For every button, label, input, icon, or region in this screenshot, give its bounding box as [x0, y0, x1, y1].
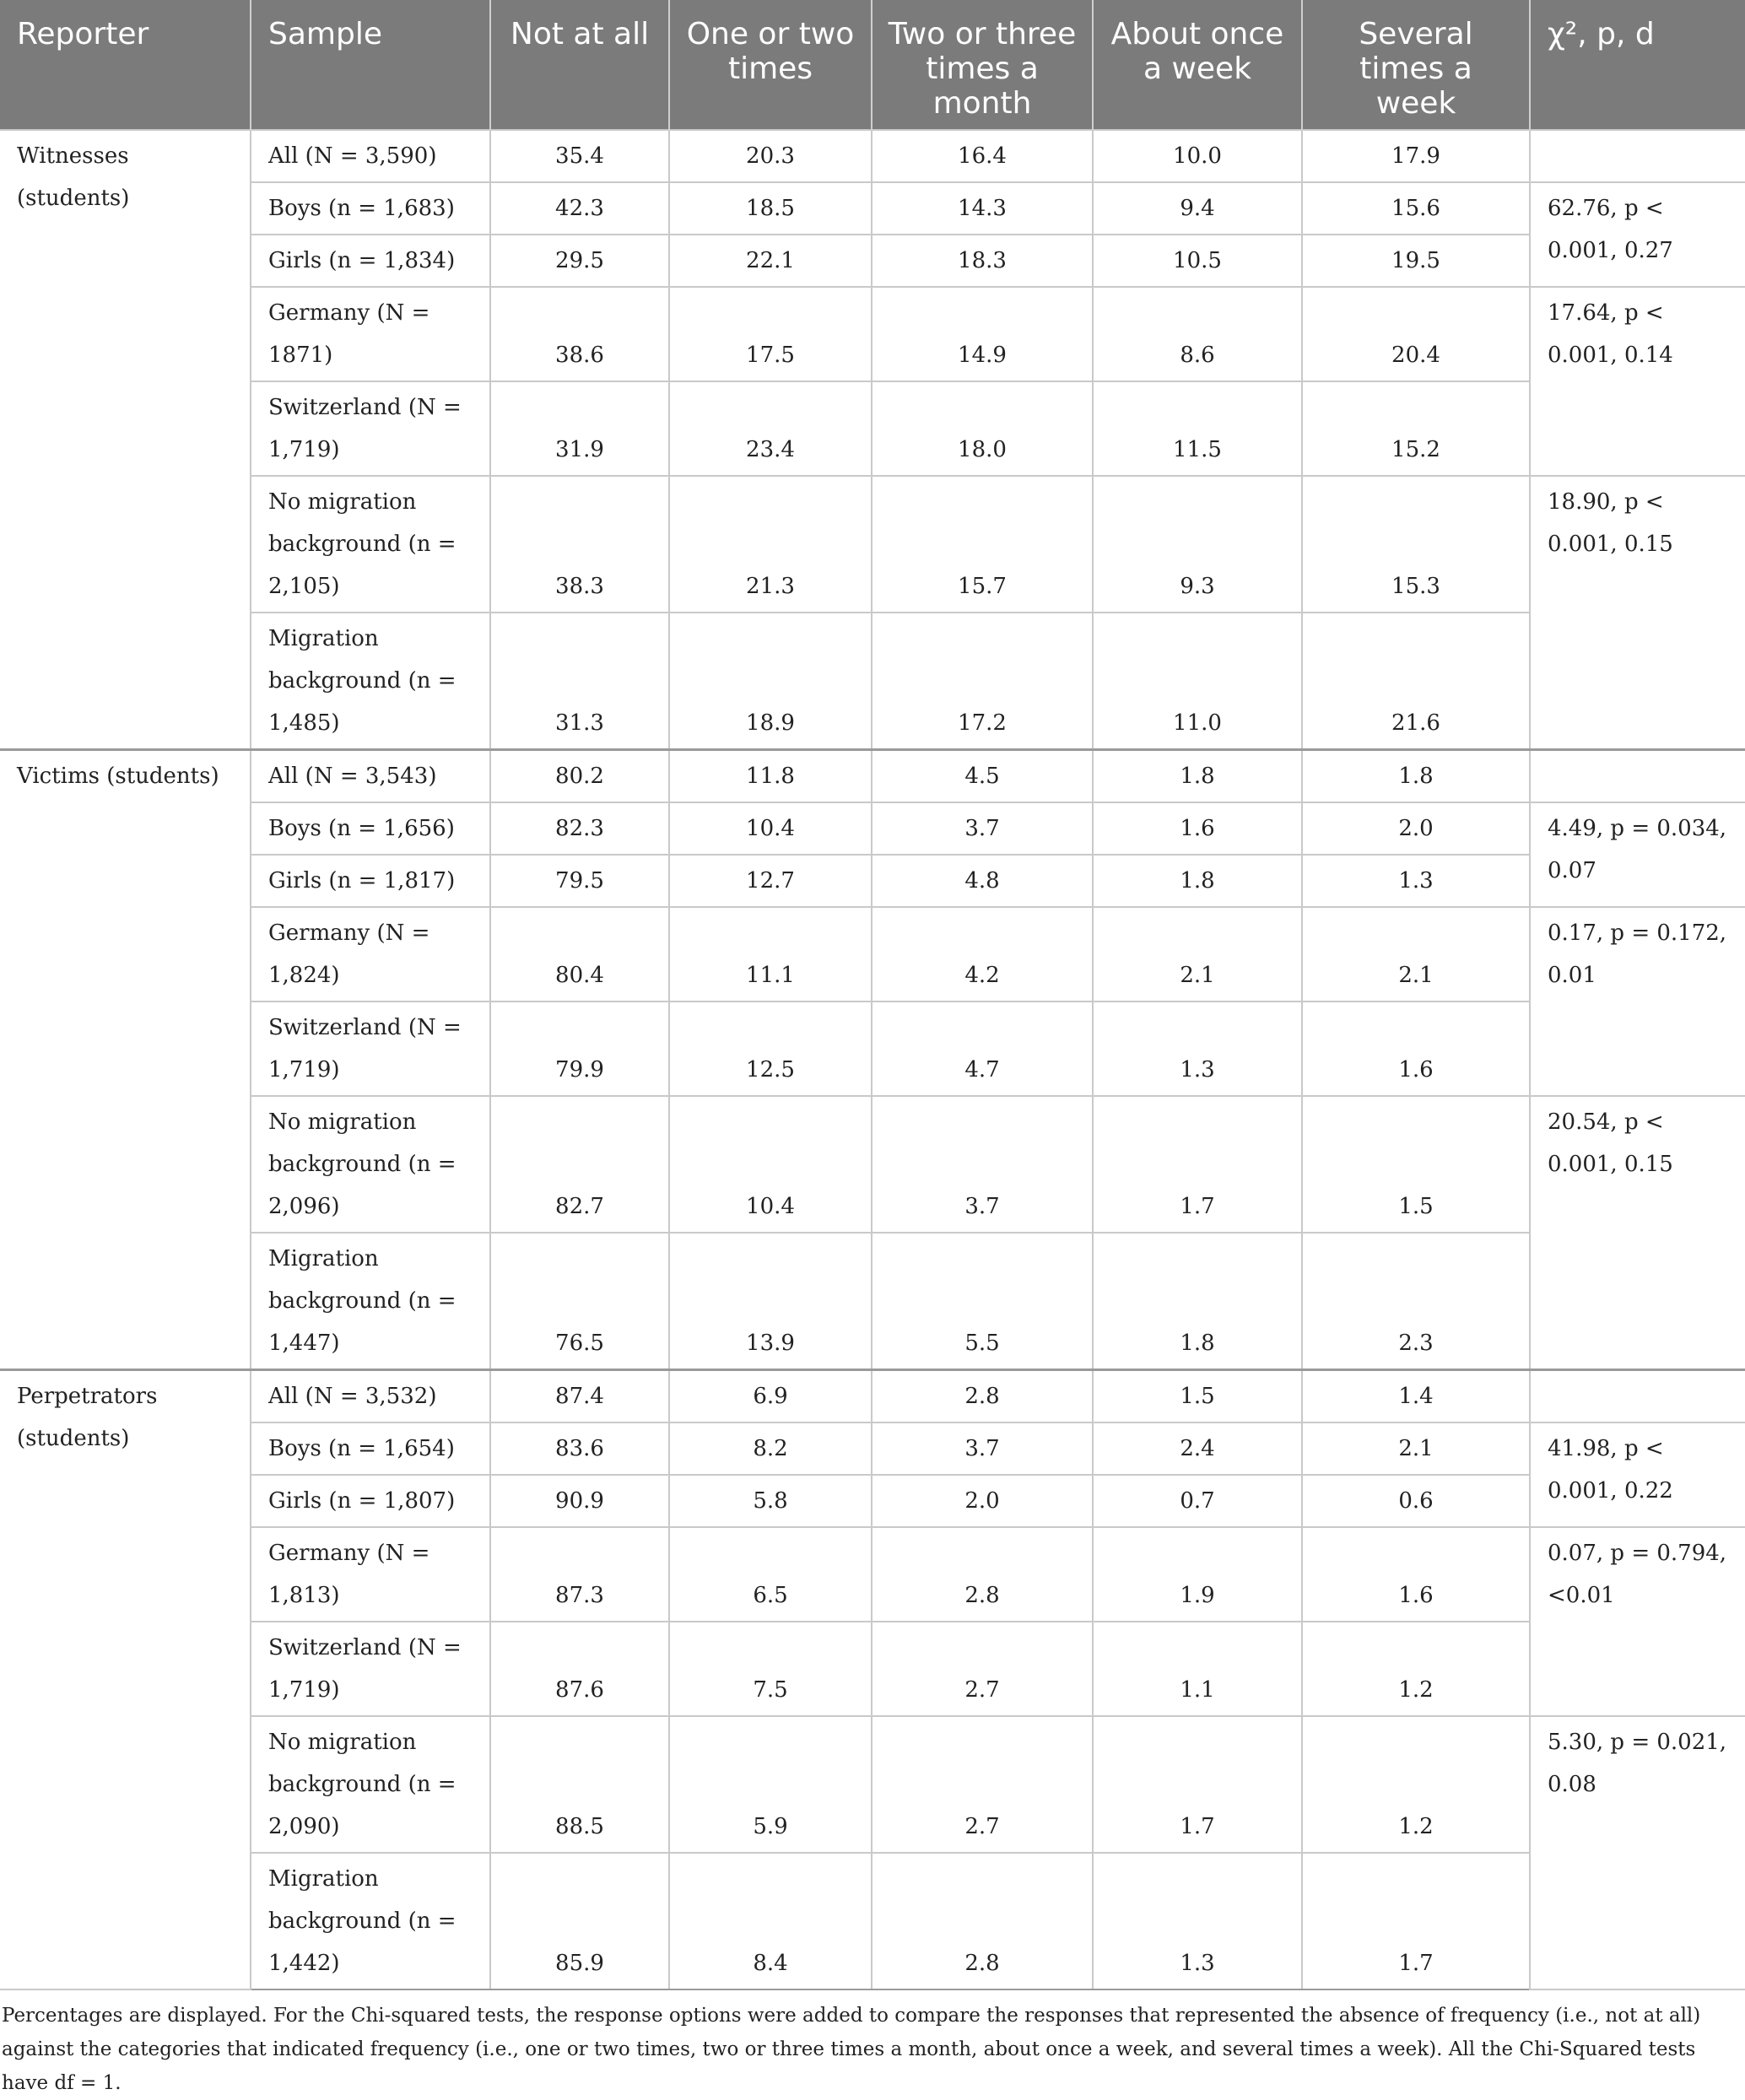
- table-row: [0, 1422, 1745, 1475]
- value-cell-about-once-a-week: 11.5: [1093, 381, 1302, 476]
- value-cell-several-times-a-week: 1.6: [1302, 1527, 1530, 1622]
- value-cell-about-once-a-week: 10.0: [1093, 130, 1302, 182]
- header-row: [0, 0, 1745, 130]
- value-cell-two-or-three-times-a-month: 16.4: [872, 130, 1093, 182]
- table-row: [0, 381, 1745, 476]
- value-cell-several-times-a-week: 15.3: [1302, 476, 1530, 613]
- table-row: [0, 130, 1745, 182]
- value-cell-about-once-a-week: 1.3: [1093, 1853, 1302, 1989]
- header-chi-square-p-d: χ², p, d: [1530, 0, 1745, 130]
- value-cell-two-or-three-times-a-month: 5.5: [872, 1233, 1093, 1370]
- stat-cell: 18.90, p < 0.001, 0.15: [1530, 476, 1745, 750]
- value-cell-one-or-two-times: 18.5: [669, 182, 872, 235]
- value-cell-one-or-two-times: 5.9: [669, 1716, 872, 1853]
- value-cell-two-or-three-times-a-month: 4.5: [872, 750, 1093, 803]
- value-cell-one-or-two-times: 17.5: [669, 287, 872, 381]
- value-cell-several-times-a-week: 1.7: [1302, 1853, 1530, 1989]
- value-cell-several-times-a-week: 0.6: [1302, 1475, 1530, 1527]
- value-cell-about-once-a-week: 2.1: [1093, 907, 1302, 1001]
- value-cell-not-at-all: 38.6: [490, 287, 669, 381]
- sample-cell: All (N = 3,532): [251, 1370, 490, 1423]
- table-row: [0, 235, 1745, 287]
- value-cell-several-times-a-week: 2.1: [1302, 907, 1530, 1001]
- value-cell-not-at-all: 38.3: [490, 476, 669, 613]
- value-cell-two-or-three-times-a-month: 4.8: [872, 855, 1093, 907]
- value-cell-one-or-two-times: 12.5: [669, 1001, 872, 1096]
- table-row: [0, 1096, 1745, 1233]
- sample-cell: Girls (n = 1,807): [251, 1475, 490, 1527]
- sample-cell: Boys (n = 1,656): [251, 802, 490, 855]
- value-cell-one-or-two-times: 10.4: [669, 802, 872, 855]
- table-row: [0, 1001, 1745, 1096]
- sample-cell: Germany (N = 1,824): [251, 907, 490, 1001]
- value-cell-not-at-all: 85.9: [490, 1853, 669, 1989]
- value-cell-about-once-a-week: 1.3: [1093, 1001, 1302, 1096]
- value-cell-not-at-all: 35.4: [490, 130, 669, 182]
- stat-cell: 17.64, p < 0.001, 0.14: [1530, 287, 1745, 476]
- table-row: [0, 1233, 1745, 1370]
- value-cell-not-at-all: 88.5: [490, 1716, 669, 1853]
- table-row: [0, 802, 1745, 855]
- stat-cell: 41.98, p < 0.001, 0.22: [1530, 1422, 1745, 1527]
- table-row: [0, 1527, 1745, 1622]
- value-cell-several-times-a-week: 2.1: [1302, 1422, 1530, 1475]
- value-cell-about-once-a-week: 9.4: [1093, 182, 1302, 235]
- value-cell-about-once-a-week: 1.8: [1093, 750, 1302, 803]
- value-cell-one-or-two-times: 10.4: [669, 1096, 872, 1233]
- value-cell-one-or-two-times: 6.9: [669, 1370, 872, 1423]
- value-cell-about-once-a-week: 1.8: [1093, 855, 1302, 907]
- value-cell-not-at-all: 29.5: [490, 235, 669, 287]
- sample-cell: Switzerland (N = 1,719): [251, 381, 490, 476]
- value-cell-about-once-a-week: 1.9: [1093, 1527, 1302, 1622]
- value-cell-several-times-a-week: 21.6: [1302, 613, 1530, 750]
- value-cell-two-or-three-times-a-month: 4.2: [872, 907, 1093, 1001]
- sample-cell: Migration background (n = 1,485): [251, 613, 490, 750]
- value-cell-several-times-a-week: 1.8: [1302, 750, 1530, 803]
- value-cell-several-times-a-week: 1.2: [1302, 1716, 1530, 1853]
- stat-cell: [1530, 1370, 1745, 1423]
- value-cell-two-or-three-times-a-month: 17.2: [872, 613, 1093, 750]
- stat-cell: 0.07, p = 0.794, <0.01: [1530, 1527, 1745, 1716]
- value-cell-not-at-all: 87.4: [490, 1370, 669, 1423]
- value-cell-several-times-a-week: 17.9: [1302, 130, 1530, 182]
- sample-cell: No migration background (n = 2,105): [251, 476, 490, 613]
- header-not-at-all: Not at all: [490, 0, 669, 130]
- table-row: [0, 1622, 1745, 1716]
- value-cell-one-or-two-times: 7.5: [669, 1622, 872, 1716]
- sample-cell: Migration background (n = 1,447): [251, 1233, 490, 1370]
- header-several-times-a-week: Several times a week: [1302, 0, 1530, 130]
- table-row: [0, 182, 1745, 235]
- value-cell-one-or-two-times: 21.3: [669, 476, 872, 613]
- stat-cell: [1530, 130, 1745, 182]
- value-cell-about-once-a-week: 1.5: [1093, 1370, 1302, 1423]
- stat-cell: 4.49, p = 0.034, 0.07: [1530, 802, 1745, 907]
- value-cell-not-at-all: 31.3: [490, 613, 669, 750]
- value-cell-several-times-a-week: 2.0: [1302, 802, 1530, 855]
- value-cell-several-times-a-week: 1.5: [1302, 1096, 1530, 1233]
- value-cell-several-times-a-week: 19.5: [1302, 235, 1530, 287]
- value-cell-two-or-three-times-a-month: 15.7: [872, 476, 1093, 613]
- value-cell-about-once-a-week: 1.6: [1093, 802, 1302, 855]
- value-cell-two-or-three-times-a-month: 2.8: [872, 1853, 1093, 1989]
- header-two-or-three-times-a-month: Two or three times a month: [872, 0, 1093, 130]
- sample-cell: Girls (n = 1,817): [251, 855, 490, 907]
- value-cell-about-once-a-week: 10.5: [1093, 235, 1302, 287]
- value-cell-several-times-a-week: 15.2: [1302, 381, 1530, 476]
- stat-cell: 20.54, p < 0.001, 0.15: [1530, 1096, 1745, 1370]
- stat-cell: 0.17, p = 0.172, 0.01: [1530, 907, 1745, 1096]
- value-cell-not-at-all: 79.5: [490, 855, 669, 907]
- value-cell-not-at-all: 90.9: [490, 1475, 669, 1527]
- value-cell-one-or-two-times: 11.1: [669, 907, 872, 1001]
- value-cell-one-or-two-times: 23.4: [669, 381, 872, 476]
- table-row: [0, 1716, 1745, 1853]
- value-cell-about-once-a-week: 0.7: [1093, 1475, 1302, 1527]
- value-cell-two-or-three-times-a-month: 3.7: [872, 802, 1093, 855]
- table-header: [0, 0, 1745, 130]
- value-cell-not-at-all: 82.7: [490, 1096, 669, 1233]
- value-cell-not-at-all: 82.3: [490, 802, 669, 855]
- value-cell-about-once-a-week: 2.4: [1093, 1422, 1302, 1475]
- value-cell-several-times-a-week: 2.3: [1302, 1233, 1530, 1370]
- value-cell-several-times-a-week: 15.6: [1302, 182, 1530, 235]
- value-cell-two-or-three-times-a-month: 18.3: [872, 235, 1093, 287]
- value-cell-about-once-a-week: 1.7: [1093, 1096, 1302, 1233]
- value-cell-one-or-two-times: 13.9: [669, 1233, 872, 1370]
- value-cell-about-once-a-week: 1.8: [1093, 1233, 1302, 1370]
- value-cell-one-or-two-times: 12.7: [669, 855, 872, 907]
- sample-cell: Girls (n = 1,834): [251, 235, 490, 287]
- table-row: [0, 476, 1745, 613]
- value-cell-about-once-a-week: 1.1: [1093, 1622, 1302, 1716]
- value-cell-two-or-three-times-a-month: 4.7: [872, 1001, 1093, 1096]
- sample-cell: No migration background (n = 2,096): [251, 1096, 490, 1233]
- value-cell-several-times-a-week: 1.4: [1302, 1370, 1530, 1423]
- header-sample: Sample: [251, 0, 490, 130]
- value-cell-about-once-a-week: 9.3: [1093, 476, 1302, 613]
- value-cell-one-or-two-times: 11.8: [669, 750, 872, 803]
- stat-cell: [1530, 750, 1745, 803]
- value-cell-several-times-a-week: 1.6: [1302, 1001, 1530, 1096]
- sample-cell: Switzerland (N = 1,719): [251, 1622, 490, 1716]
- sample-cell: Germany (N = 1,813): [251, 1527, 490, 1622]
- table-row: [0, 1475, 1745, 1527]
- sample-cell: Migration background (n = 1,442): [251, 1853, 490, 1989]
- value-cell-two-or-three-times-a-month: 18.0: [872, 381, 1093, 476]
- value-cell-two-or-three-times-a-month: 14.9: [872, 287, 1093, 381]
- sample-cell: All (N = 3,590): [251, 130, 490, 182]
- table-row: [0, 855, 1745, 907]
- value-cell-not-at-all: 87.6: [490, 1622, 669, 1716]
- value-cell-one-or-two-times: 20.3: [669, 130, 872, 182]
- value-cell-several-times-a-week: 1.3: [1302, 855, 1530, 907]
- table-footnote: Percentages are displayed. For the Chi-squared tests, the response options were added to compare the responses that represented the absence of frequency (i.e., not at all) against the categories that indicated frequency (i.e., one or two times, two or three times a month, about once a week, and several times a week). All the Chi-Squared tests have df = 1.: [2, 2005, 1701, 2094]
- reporter-cell: Perpetrators (students): [0, 1370, 251, 1990]
- value-cell-about-once-a-week: 1.7: [1093, 1716, 1302, 1853]
- value-cell-not-at-all: 87.3: [490, 1527, 669, 1622]
- value-cell-two-or-three-times-a-month: 3.7: [872, 1096, 1093, 1233]
- value-cell-about-once-a-week: 11.0: [1093, 613, 1302, 750]
- value-cell-not-at-all: 76.5: [490, 1233, 669, 1370]
- value-cell-two-or-three-times-a-month: 14.3: [872, 182, 1093, 235]
- value-cell-one-or-two-times: 18.9: [669, 613, 872, 750]
- sample-cell: Boys (n = 1,683): [251, 182, 490, 235]
- value-cell-not-at-all: 79.9: [490, 1001, 669, 1096]
- header-reporter: Reporter: [0, 0, 251, 130]
- table-row: [0, 1853, 1745, 1989]
- value-cell-not-at-all: 42.3: [490, 182, 669, 235]
- value-cell-two-or-three-times-a-month: 2.8: [872, 1370, 1093, 1423]
- value-cell-one-or-two-times: 8.2: [669, 1422, 872, 1475]
- table-row: [0, 613, 1745, 750]
- sample-cell: Germany (N = 1871): [251, 287, 490, 381]
- sample-cell: Boys (n = 1,654): [251, 1422, 490, 1475]
- value-cell-not-at-all: 31.9: [490, 381, 669, 476]
- value-cell-one-or-two-times: 22.1: [669, 235, 872, 287]
- stat-cell: 5.30, p = 0.021, 0.08: [1530, 1716, 1745, 1989]
- stat-cell: 62.76, p < 0.001, 0.27: [1530, 182, 1745, 287]
- header-about-once-a-week: About once a week: [1093, 0, 1302, 130]
- sample-cell: Switzerland (N = 1,719): [251, 1001, 490, 1096]
- value-cell-one-or-two-times: 6.5: [669, 1527, 872, 1622]
- header-one-or-two-times: One or two times: [669, 0, 872, 130]
- reporter-cell: Witnesses (students): [0, 130, 251, 750]
- table-row: [0, 287, 1745, 381]
- reporter-cell: Victims (students): [0, 750, 251, 1370]
- value-cell-not-at-all: 80.2: [490, 750, 669, 803]
- value-cell-not-at-all: 83.6: [490, 1422, 669, 1475]
- sample-cell: No migration background (n = 2,090): [251, 1716, 490, 1853]
- value-cell-several-times-a-week: 20.4: [1302, 287, 1530, 381]
- table-body: [0, 130, 1745, 1989]
- table-row: [0, 1370, 1745, 1423]
- value-cell-several-times-a-week: 1.2: [1302, 1622, 1530, 1716]
- value-cell-two-or-three-times-a-month: 2.8: [872, 1527, 1093, 1622]
- value-cell-two-or-three-times-a-month: 2.7: [872, 1622, 1093, 1716]
- value-cell-two-or-three-times-a-month: 3.7: [872, 1422, 1093, 1475]
- value-cell-two-or-three-times-a-month: 2.0: [872, 1475, 1093, 1527]
- table-row: [0, 907, 1745, 1001]
- value-cell-one-or-two-times: 5.8: [669, 1475, 872, 1527]
- value-cell-two-or-three-times-a-month: 2.7: [872, 1716, 1093, 1853]
- value-cell-one-or-two-times: 8.4: [669, 1853, 872, 1989]
- table-row: [0, 750, 1745, 803]
- value-cell-about-once-a-week: 8.6: [1093, 287, 1302, 381]
- value-cell-not-at-all: 80.4: [490, 907, 669, 1001]
- sample-cell: All (N = 3,543): [251, 750, 490, 803]
